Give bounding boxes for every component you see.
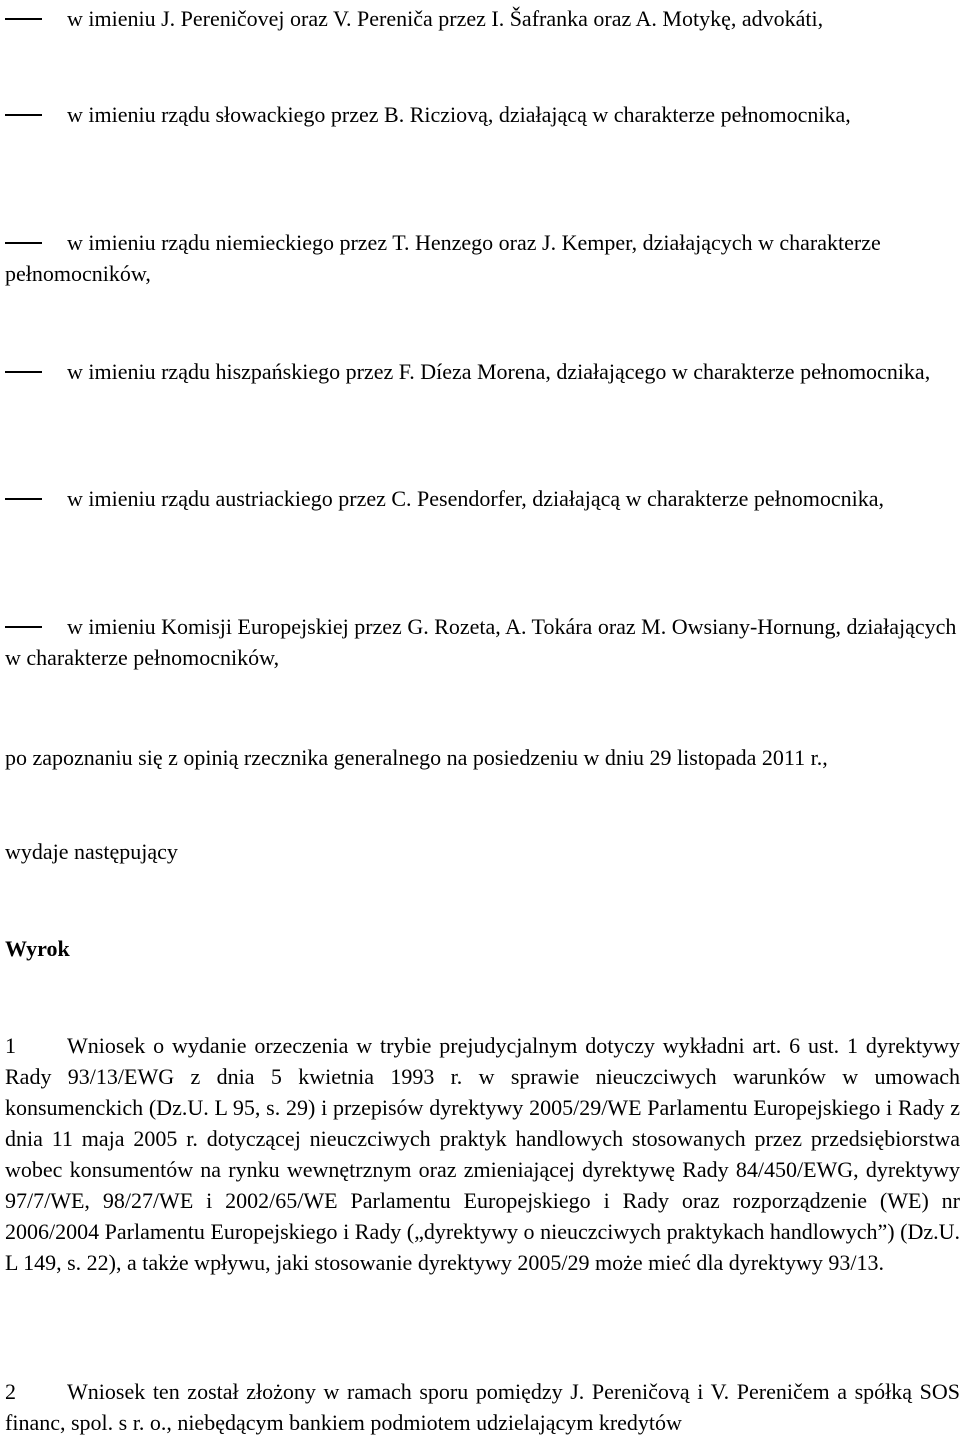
opinion-note: po zapoznaniu się z opinią rzecznika generalnego na posiedzeniu w dniu 29 listopada 2011 r., [5,745,828,770]
representative-item [5,227,960,289]
paragraph-number: 2 [5,1379,16,1404]
representative-text: w imieniu rządu niemieckiego przez T. Henzego oraz J. Kemper, działających w charakterze pełnomocników, [5,230,881,286]
representative-item [5,356,960,387]
paragraph-text: Wniosek o wydanie orzeczenia w trybie prejudycjalnym dotyczy wykładni art. 6 ust. 1 dyrektywy Rady 93/13/EWG z dnia 5 kwietnia 1993 r. w sprawie nieuczciwych warunków w umowach konsumenckich (Dz.U. L 95, s. 29) i przepisów dyrektywy 2005/29/WE Parlamentu Europejskiego i Rady z dnia 11 maja 2005 r. dotyczącej nieuczciwych praktyk handlowych stosowanych przez przedsiębiorstwa wobec konsumentów na rynku wewnętrznym oraz zmieniającej dyrektywę Rady 84/450/EWG, dyrektywy 97/7/WE, 98/27/WE i 2002/65/WE Parlamentu Europejskiego i Rady oraz rozporządzenie (WE) nr 2006/2004 Parlamentu Europejskiego i Rady („dyrektywy o nieuczciwych praktykach handlowych”) (Dz.U. L 149, s. 22), a także wpływu, jaki stosowanie dyrektywy 2005/29 może mieć dla dyrektywy 93/13. [5,1033,960,1275]
dash-bullet-icon [5,626,42,628]
numbered-paragraph [5,1376,960,1438]
numbered-paragraph [5,1030,960,1278]
representative-text: w imieniu rządu austriackiego przez C. Pesendorfer, działającą w charakterze pełnomocnika, [67,486,885,511]
representative-text: w imieniu J. Pereničovej oraz V. Pereniča przez I. Šafranka oraz A. Motykę, advokáti, [67,6,824,31]
dash-bullet-icon [5,18,42,20]
representative-text: w imieniu rządu słowackiego przez B. Ricziovą, działającą w charakterze pełnomocnika, [67,102,851,127]
dash-bullet-icon [5,498,42,500]
judgment-intro: wydaje następujący [5,839,178,864]
paragraph-text: Wniosek ten został złożony w ramach sporu pomiędzy J. Pereničovą i V. Pereničem a spółką SOS financ, spol. s r. o., niebędącym bankiem podmiotem udzielającym kredytów [5,1379,960,1435]
representative-item [5,3,960,34]
representative-item [5,483,960,514]
judgment-heading: Wyrok [5,936,70,961]
representative-item [5,611,960,673]
representative-text: w imieniu rządu hiszpańskiego przez F. Díeza Morena, działającego w charakterze pełnomocnika, [67,359,931,384]
dash-bullet-icon [5,371,42,373]
representative-item [5,99,960,130]
paragraph-number: 1 [5,1033,16,1058]
representative-text: w imieniu Komisji Europejskiej przez G. Rozeta, A. Tokára oraz M. Owsiany-Hornung, działających w charakterze pełnomocników, [5,614,957,670]
dash-bullet-icon [5,114,42,116]
dash-bullet-icon [5,242,42,244]
